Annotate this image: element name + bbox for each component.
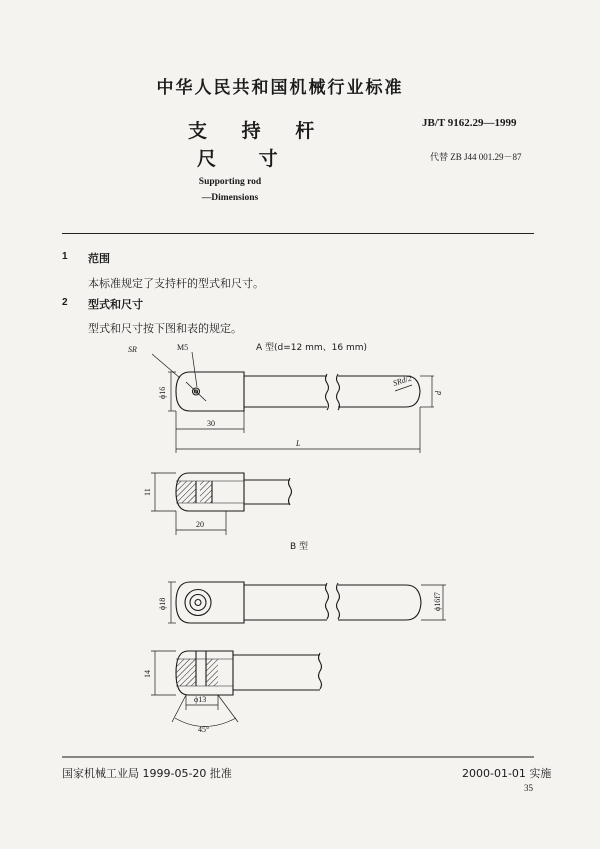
section-2-text: 型式和尺寸按下图和表的规定。 [88, 322, 242, 335]
label-phi18: ϕ18 [158, 597, 167, 610]
label-phi16: ϕ16 [158, 386, 167, 399]
label-dim-20: 20 [196, 520, 204, 529]
label-sr: SR [128, 345, 137, 354]
label-d: d [434, 391, 443, 395]
document-title-cn-line2: 尺 寸 [197, 148, 296, 170]
type-a-main-view [152, 352, 434, 453]
label-dim-30: 30 [207, 419, 215, 428]
label-dim-14: 14 [143, 670, 152, 678]
section-2-number: 2 [62, 297, 68, 308]
label-angle-45: 45° [198, 725, 210, 734]
standard-number: JB/T 9162.29—1999 [422, 117, 517, 129]
implementation-line: 2000-01-01 实施 [462, 767, 552, 780]
approval-line: 国家机械工业局 1999-05-20 批准 [62, 767, 232, 780]
section-1-number: 1 [62, 251, 68, 262]
label-sr-d2: SRd/2 [391, 373, 413, 388]
organization-standard-title: 中华人民共和国机械行业标准 [156, 78, 404, 98]
replaces-standard: 代替 ZB J44 001.29－87 [430, 152, 522, 162]
document-title-cn-line1: 支 持 杆 [188, 120, 329, 142]
type-b-main-view [168, 582, 446, 623]
type-b-caption: B 型 [290, 542, 309, 552]
title-en-line1: Supporting rod [198, 177, 262, 187]
section-2-title: 型式和尺寸 [88, 298, 143, 311]
label-m5: M5 [177, 343, 189, 352]
label-dim-l: L [296, 439, 301, 448]
title-en-line2: —Dimensions [201, 193, 259, 203]
page-number: 35 [524, 783, 533, 793]
label-phi13: ϕ13 [194, 695, 207, 704]
label-dim-11: 11 [143, 488, 152, 496]
type-a-section-view [151, 473, 292, 535]
type-a-caption: A 型(d=12 mm、16 mm) [256, 343, 367, 353]
section-1-text: 本标准规定了支持杆的型式和尺寸。 [88, 277, 264, 290]
type-b-section-view [151, 651, 322, 727]
section-1-title: 范围 [88, 252, 110, 265]
label-phi16f7: ϕ16f7 [433, 592, 442, 611]
